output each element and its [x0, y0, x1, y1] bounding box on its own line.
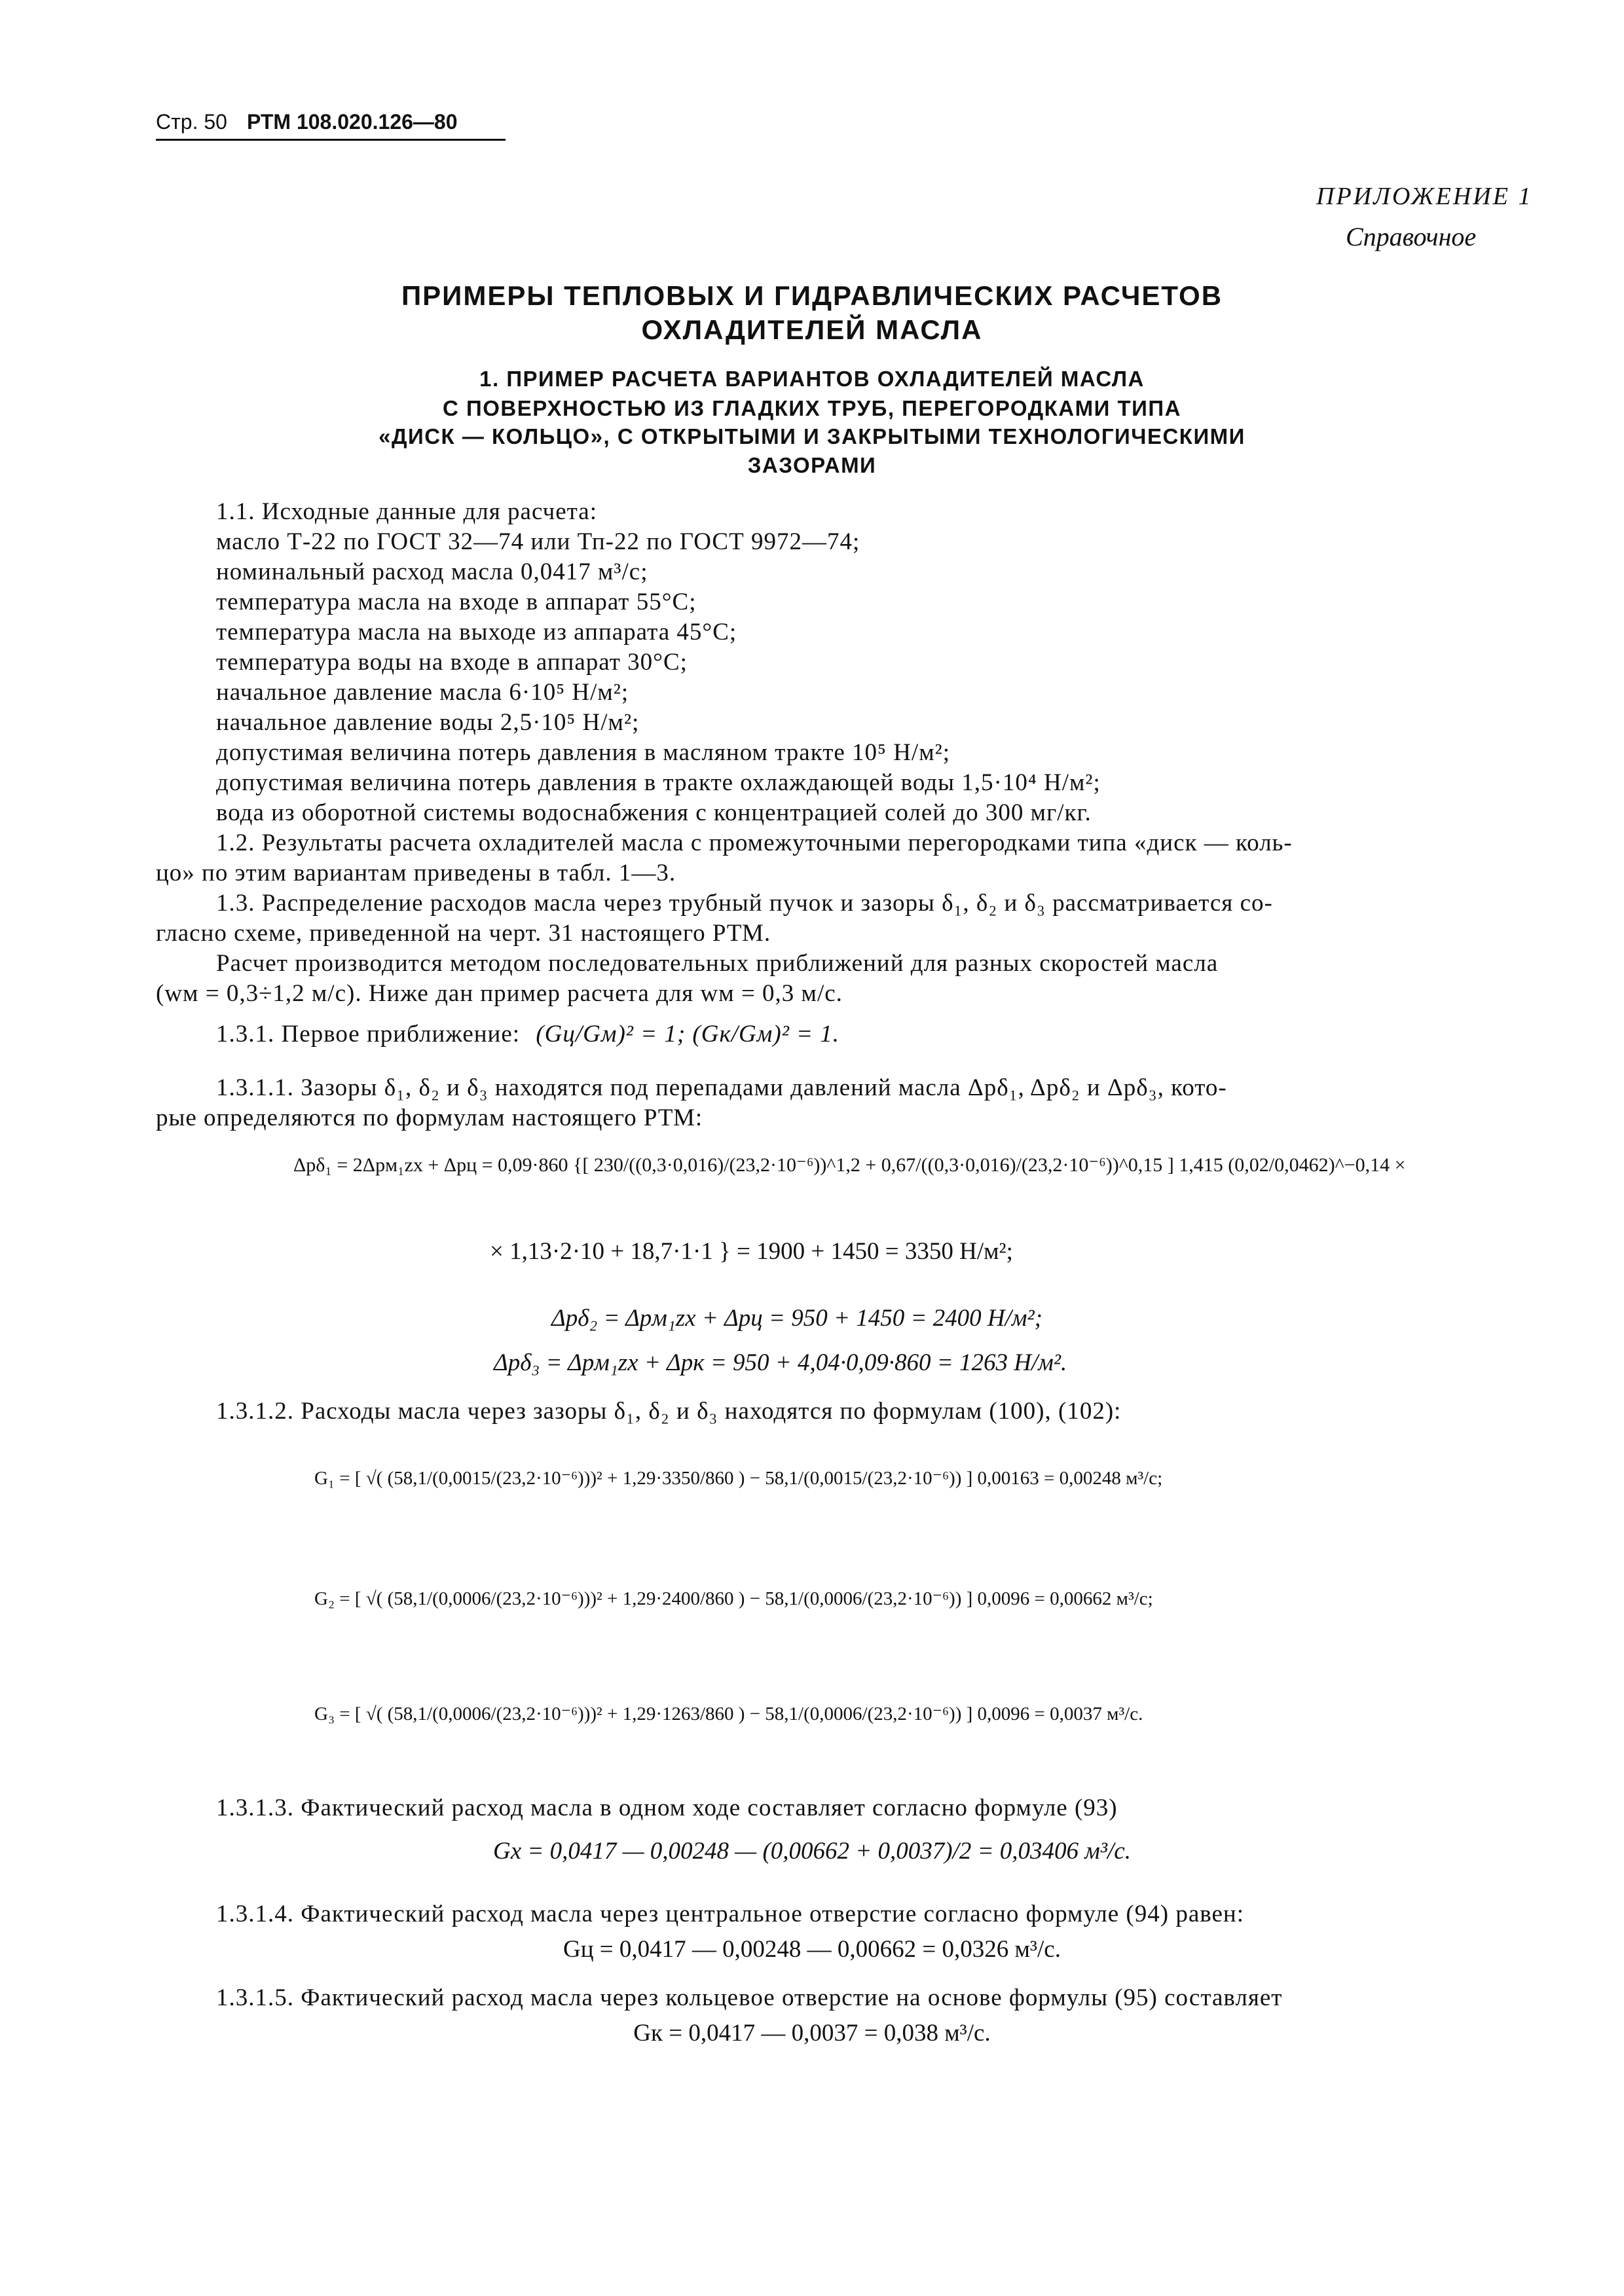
page-ref: Стр. 50 — [156, 110, 227, 134]
section-heading-line1: 1. ПРИМЕР РАСЧЕТА ВАРИАНТОВ ОХЛАДИТЕЛЕЙ МАСЛА — [479, 367, 1145, 391]
para-1-3-1 — [216, 1020, 840, 1048]
para-1-3-d: (wм = 0,3÷1,2 м/с). Ниже дан пример расчета для wм = 0,3 м/с. — [156, 980, 843, 1007]
input-line-6: начальное давление масла 6·10⁵ Н/м²; — [216, 679, 629, 706]
para-1-3-1-2: 1.3.1.2. Расходы масла через зазоры δ₁, δ₂ и δ₃ находятся по формулам (100), (102): — [216, 1398, 1122, 1425]
appendix-status: Справочное — [1346, 222, 1477, 251]
para-1-1: 1.1. Исходные данные для расчета: — [216, 498, 597, 525]
para-1-3-1-5: 1.3.1.5. Фактический расход масла через кольцевое отверстие на основе формулы (95) составляет — [216, 1984, 1283, 2011]
input-line-5: температура воды на входе в аппарат 30°С; — [216, 649, 688, 676]
input-line-3: температура масла на входе в аппарат 55°С; — [216, 589, 697, 615]
input-line-9: допустимая величина потерь давления в тракте охлаждающей воды 1,5·10⁴ Н/м²; — [216, 769, 1101, 796]
input-line-7: начальное давление воды 2,5·10⁵ Н/м²; — [216, 709, 640, 736]
doc-title-line2: ОХЛАДИТЕЛЕЙ МАСЛА — [641, 314, 983, 345]
formula-dp2: Δpδ₂ = Δpм₁zx + Δpц = 950 + 1450 = 2400 Н/м²; — [551, 1305, 1043, 1332]
para-1-2-a: 1.2. Результаты расчета охладителей масла с промежуточными перегородками типа «диск — коль- — [216, 829, 1293, 856]
para-1-3-1-3: 1.3.1.3. Фактический расход масла в одном ходе составляет согласно формуле (93) — [216, 1795, 1118, 1821]
formula-g3: G₃ = [ √( (58,1/(0,0006/(23,2·10⁻⁶)))² + 1,29·1263/860 ) − 58,1/(0,0006/(23,2·10⁻⁶)) ] 0,0096 = 0,0037 м³/с. — [314, 1704, 1143, 1724]
para-1-3-1-1-b: рые определяются по формулам настоящего РТМ: — [156, 1104, 703, 1131]
section-heading-line2: С ПОВЕРХНОСТЬЮ ИЗ ГЛАДКИХ ТРУБ, ПЕРЕГОРОДКАМИ ТИПА — [443, 396, 1181, 420]
section-heading-line4: ЗАЗОРАМИ — [747, 453, 877, 477]
para-1-2-b: цо» по этим вариантам приведены в табл. 1—3. — [156, 860, 676, 886]
header-rule — [156, 139, 506, 141]
para-1-3-c: Расчет производится методом последовательных приближений для разных скоростей масла — [216, 950, 1219, 977]
formula-dp3: Δpδ₃ = Δpм₁zx + Δpк = 950 + 4,04·0,09·860 = 1263 Н/м². — [494, 1349, 1067, 1376]
page-header — [156, 110, 458, 134]
formula-gx: Gx = 0,0417 — 0,00248 — (0,00662 + 0,0037)/2 = 0,03406 м³/с. — [493, 1838, 1131, 1865]
section-heading-line3: «ДИСК — КОЛЬЦО», С ОТКРЫТЫМИ И ЗАКРЫТЫМИ ТЕХНОЛОГИЧЕСКИМИ — [378, 424, 1246, 448]
input-line-2: номинальный расход масла 0,0417 м³/с; — [216, 558, 648, 585]
formula-g1: G₁ = [ √( (58,1/(0,0015/(23,2·10⁻⁶)))² + 1,29·3350/860 ) − 58,1/(0,0015/(23,2·10⁻⁶)) ] 0,00163 = 0,00248 м³/с; — [314, 1468, 1163, 1489]
appendix-label: ПРИЛОЖЕНИЕ 1 — [1316, 183, 1533, 210]
input-line-8: допустимая величина потерь давления в масляном тракте 10⁵ Н/м²; — [216, 739, 950, 766]
doc-title-line1: ПРИМЕРЫ ТЕПЛОВЫХ И ГИДРАВЛИЧЕСКИХ РАСЧЕТОВ — [401, 280, 1223, 311]
formula-gc: Gц = 0,0417 — 0,00248 — 0,00662 = 0,0326 м³/с. — [563, 1936, 1061, 1963]
formula-dp1-line2: × 1,13·2·10 + 18,7·1·1 } = 1900 + 1450 = 3350 Н/м²; — [490, 1238, 1013, 1265]
formula-gk: Gк = 0,0417 — 0,0037 = 0,038 м³/с. — [633, 2020, 991, 2047]
input-line-4: температура масла на выходе из аппарата 45°С; — [216, 619, 737, 646]
formula-dp1-line1: Δpδ₁ = 2Δpм₁zx + Δpц = 0,09·860 {[ 230/((0,3·0,016)/(23,2·10⁻⁶))^1,2 + 0,67/((0,3·0,016)/(23,2·10⁻⁶))^0,15 ] 1,415 (0,02/0,0462)^−0,14 × — [293, 1154, 1406, 1176]
para-1-3-1-4: 1.3.1.4. Фактический расход масла через центральное отверстие согласно формуле (94) равен: — [216, 1901, 1244, 1927]
input-line-10: вода из оборотной системы водоснабжения с концентрацией солей до 300 мг/кг. — [216, 799, 1092, 826]
para-1-3-1-1-a: 1.3.1.1. Зазоры δ₁, δ₂ и δ₃ находятся под перепадами давлений масла Δpδ₁, Δpδ₂ и Δpδ₃, кото- — [216, 1074, 1227, 1101]
formula-g2: G₂ = [ √( (58,1/(0,0006/(23,2·10⁻⁶)))² + 1,29·2400/860 ) − 58,1/(0,0006/(23,2·10⁻⁶)) ] 0,0096 = 0,00662 м³/с; — [314, 1588, 1153, 1609]
input-line-1: масло Т-22 по ГОСТ 32—74 или Тп-22 по ГОСТ 9972—74; — [216, 528, 860, 555]
para-1-3-b: гласно схеме, приведенной на черт. 31 настоящего РТМ. — [156, 920, 771, 947]
doc-code: РТМ 108.020.126—80 — [246, 110, 458, 134]
para-1-3-1-formula: (Gц/Gм)² = 1; (Gк/Gм)² = 1. — [536, 1021, 840, 1048]
para-1-3-a: 1.3. Распределение расходов масла через трубный пучок и зазоры δ₁, δ₂ и δ₃ рассматривается со- — [216, 890, 1273, 917]
para-1-3-1-label: 1.3.1. Первое приближение: — [216, 1021, 521, 1048]
